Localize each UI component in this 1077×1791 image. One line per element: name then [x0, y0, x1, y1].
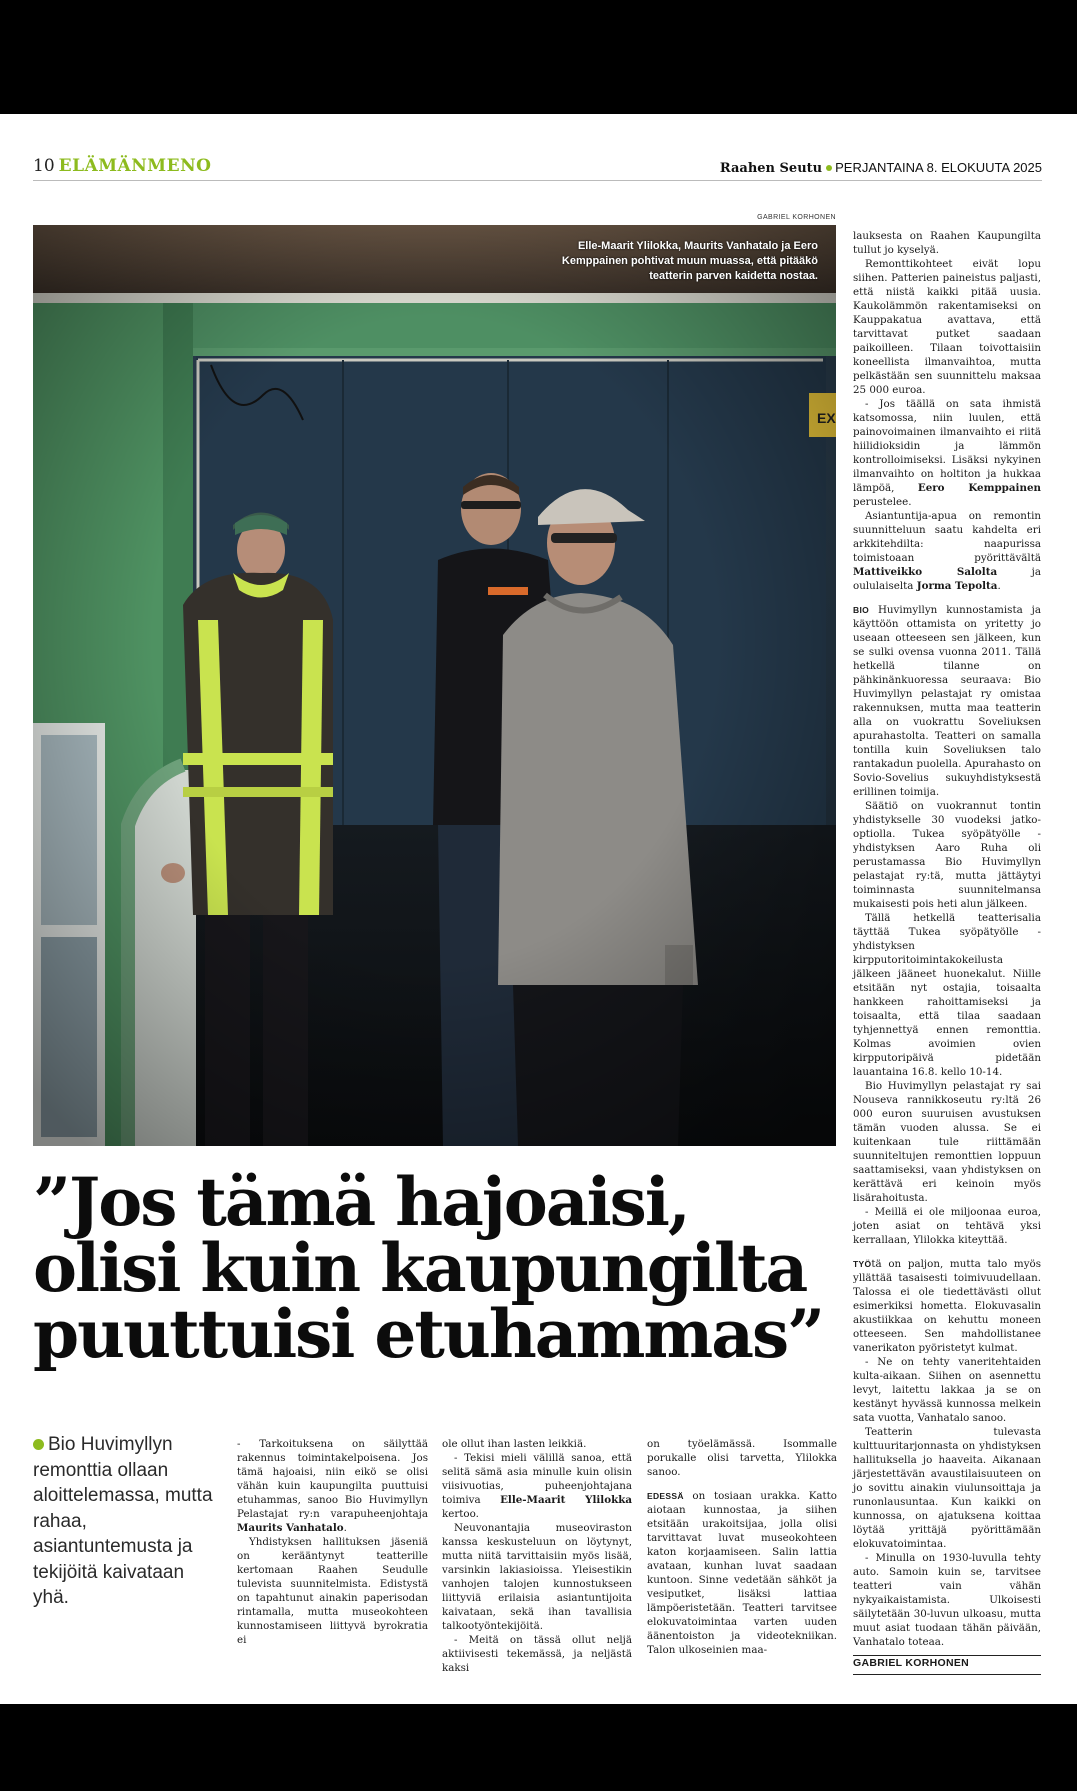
- paragraph: - Jos täällä on sata ihmistä katsomossa, niin luulen, että painovoimainen ilmanvaihto ei riitä hiilidioksidin ja lämmön kontrolloimiseksi. Lisäksi nykyinen ilmanvaihto on holtiton ja hukkaa lämpöä, Eero Kemppainen perustelee.: [853, 398, 1041, 508]
- page-header-right: [720, 161, 1042, 175]
- paragraph: - Meitä on tässä ollut neljä aktiivisesti tekemässä, ja neljästä kaksi: [442, 1634, 632, 1674]
- paragraph: lauksesta on Raahen Kaupungilta tullut jo kyselyä.: [853, 230, 1041, 256]
- newspaper-page: [0, 114, 1077, 1704]
- person-name: Eero Kemppainen: [917, 482, 1041, 494]
- paragraph: Yhdistyksen hallituksen jäseniä on kerääntynyt teatterille kertomaan Raahen Seudulle tulevista suunnitelmista. Edistystä on tapahtunut ainakin paperisodan rintamalla, mutta museokohteen kunnostamiseen liittyvä byrokratia ei: [237, 1536, 428, 1646]
- paragraph: Neuvonantajia museoviraston kanssa keskusteluun on löytynyt, mutta niitä tarvittaisiin myös lisää, varsinkin lakiasioissa. Yleisestikin vanhojen talojen kunnostukseen liittyviä erilaisia asiantuntijoita kaivataan, sekä ihan tavallisia talkootyöntekijöitä.: [442, 1522, 632, 1632]
- paragraph: BIO Huvimyllyn kunnostamista ja käyttöön ottamista on yritetty jo useaan otteeseen sen jälkeen, kun se sulki ovensa vuonna 2011. Tällä hetkellä tilanne on pähkinänkuoressa seuraava: Bio Huvimyllyn pelastajat ry omistaa rakennuksen, mutta maa teatterin alla on vuokrattu Soveliuksen apurahastolta. Teatteri on samalla tontilla kuin Soveliuksen talo rantakadun puolella. Apurahasto on Sovio-Sovelius sukuyhdistyksestä erillinen toimija.: [853, 604, 1041, 798]
- paragraph: Bio Huvimyllyn pelastajat ry sai Nouseva rannikkoseutu ry:ltä 26 000 euron suuruisen avustuksen tämän vuoden alussa. Se ei kuitenkaan tule riittämään suunniteltujen remonttien loppuun saattamiseksi, vaan yhdistyksen on kerättävä eri keinoin myös lisärahoitusta.: [853, 1080, 1041, 1204]
- person-name: Elle-Maarit Ylilokka: [500, 1494, 633, 1506]
- section-lead-word: BIO: [853, 605, 870, 615]
- page-header-left: [33, 158, 211, 175]
- section-lead-word: TYÖ: [853, 1259, 872, 1269]
- headline-line-1: ”Jos tämä hajoaisi,: [33, 1163, 689, 1241]
- section-lead-word: EDESSÄ: [647, 1491, 684, 1501]
- paragraph: Säätiö on vuokrannut tontin yhdistykselle 30 vuodeksi jatko-optiolla. Tukea syöpätyölle -yhdistyksen Aaro Ruha oli perustamassa Bio Huvimyllyn pelastajat ry:tä, mutta jättäytyi toiminnasta suunnitelmansa mukaisesti pois heti alun jälkeen.: [853, 800, 1041, 910]
- headline-line-3: puuttuisi etuhammas”: [33, 1295, 824, 1373]
- headline: [33, 1163, 833, 1373]
- paragraph: - Minulla on 1930-luvulla tehty auto. Samoin kuin se, tarvitsee teatteri vain vähän nykyaikaistamista. Ulkoisesti säilytetään 30-luvun ulkoasu, mutta muut asiat tuodaan tähän päivään, Vanhatalo toteaa.: [853, 1552, 1041, 1648]
- headline-line-2: olisi kuin kaupungilta: [33, 1229, 807, 1307]
- paragraph: Tällä hetkellä teatterisalia täyttää Tukea syöpätyölle -yhdistyksen kirpputoritoimintakokeilusta jälkeen jääneet huonekalut. Niille etsitään nyt ostajia, toisaalta hankkeen rahoittamiseksi ja toisaalta, että tilaa saadaan tyhjennettyä ennen remonttia. Kolmas avoimien ovien kirpputoripäivä pidetään lauantaina 16.8. kello 10-14.: [853, 912, 1041, 1078]
- paragraph: Teatterin tulevasta kulttuuritarjonnasta on yhdistyksen hallituksella jo haaveita. Aikanaan järjestettävän avaustilaisuuteen on jo sovittu ainakin viulunsoittaja ja runonlausuntaa. Kun kaikki on kunnossa, on ajatuksena koittaa löytää yrittäjä pyörittämään elokuvatoimintaa.: [853, 1426, 1041, 1550]
- body-column-1: [237, 1437, 428, 1647]
- photo-illustration: [33, 225, 836, 1146]
- paragraph: - Tarkoituksena on säilyttää rakennus toimintakelpoisena. Jos tämä hajoaisi, niin eikö se olisi vähän kuin kaupungilta puuttuisi etuhammas, sanoo Bio Huvimyllyn Pelastajat ry:n varapuheenjohtaja Maurits Vanhatalo.: [237, 1438, 428, 1534]
- issue-date: PERJANTAINA 8. ELOKUUTA 2025: [835, 160, 1042, 175]
- section-title: ELÄMÄNMENO: [58, 156, 212, 176]
- person-name: Maurits Vanhatalo: [237, 1522, 344, 1534]
- article-photo: [33, 225, 836, 1146]
- paragraph: Remonttikohteet eivät lopu siihen. Patterien paineistus paljasti, että niistä kaikki pitää uusia. Kaukolämmön rakentamiseksi on Kauppakatua avattava, että tarvittavat putket saadaan paikoilleen. Tilaan toivottaisiin koneellista ilmanvaihtoa, mutta pelkästään sen suunnittelu maksaa 25 000 euroa.: [853, 258, 1041, 396]
- paragraph: - Ne on tehty vaneritehtaiden kulta-aikaan. Siihen on asennettu levyt, laitettu lakkaa ja se on kestänyt hyvässä kunnossa melkein sata vuotta, Vanhatalo sanoo.: [853, 1356, 1041, 1424]
- person-name: Jorma Tepolta: [916, 580, 998, 592]
- paragraph: on työelämässä. Isommalle porukalle olisi tarvetta, Ylilokka sanoo.: [647, 1438, 837, 1478]
- page-number: 10: [33, 156, 55, 176]
- paper-name: Raahen Seutu: [719, 161, 823, 176]
- body-column-2: [442, 1437, 632, 1675]
- paragraph: EDESSÄ on tosiaan urakka. Katto aiotaan kunnostaa, ja siihen etsitään urakoitsijaa, jolla olisi tarvittavat luvat museokohteen katon korjaamiseen. Salin lattia avataan, kunhan luvat saadaan kuntoon. Sinne vedetään sähköt ja vesiputket, lisäksi lattiaa lämpöeristetään. Teatteri tarvitsee elokuvatoimintaa varten uuden äänentoiston ja videotekniikan. Talon ulkoseinien maa-: [647, 1490, 837, 1656]
- paragraph: Asiantuntija-apua on remontin suunnitteluun saatu kahdelta eri arkkitehdilta: naapurissa toimistoaan pyörittävältä Mattiveikko Salolta ja oululaiselta Jorma Tepolta.: [853, 510, 1041, 592]
- header-rule: [33, 180, 1042, 181]
- paragraph: - Meillä ei ole miljoonaa euroa, joten asiat on tehtävä yksi kerrallaan, Ylilokka kiteyttää.: [853, 1206, 1041, 1246]
- body-column-4: [853, 229, 1041, 1675]
- paragraph: ole ollut ihan lasten leikkiä.: [442, 1438, 587, 1450]
- header-dot: [826, 165, 832, 171]
- person-name: Mattiveikko Salolta: [853, 566, 998, 578]
- paragraph: - Tekisi mieli välillä sanoa, että selitä sämä asia minulle kuin olisin viisivuotias, puheenjohtajana toimiva Elle-Maarit Ylilokka kertoo.: [442, 1452, 633, 1520]
- lead-text: Bio Huvimyllyn remonttia ollaan aloittelemassa, mutta rahaa, asiantuntemusta ja tekijöitä kaivataan yhä.: [33, 1434, 213, 1608]
- byline: GABRIEL KORHONEN: [853, 1655, 1041, 1675]
- body-column-3: [647, 1437, 837, 1657]
- paragraph: TYÖtä on paljon, mutta talo myös yllättää tasaisesti toimivuudellaan. Talossa ei ole tiedettävästi ollut esimerkiksi hometta. Elokuvasalin akustiikkaa on kehuttu moneen otteeseen. Sen mahdollistanee vanerikaton pyöristetyt kulmat.: [853, 1258, 1041, 1354]
- photo-caption: Elle-Maarit Ylilokka, Maurits Vanhatalo ja Eero Kemppainen pohtivat muun muassa, että pitääkö teatterin parven kaidetta nostaa.: [561, 240, 818, 282]
- photo-credit: GABRIEL KORHONEN: [757, 214, 836, 221]
- lead-bullet: [33, 1439, 44, 1450]
- lead-paragraph: [33, 1432, 213, 1611]
